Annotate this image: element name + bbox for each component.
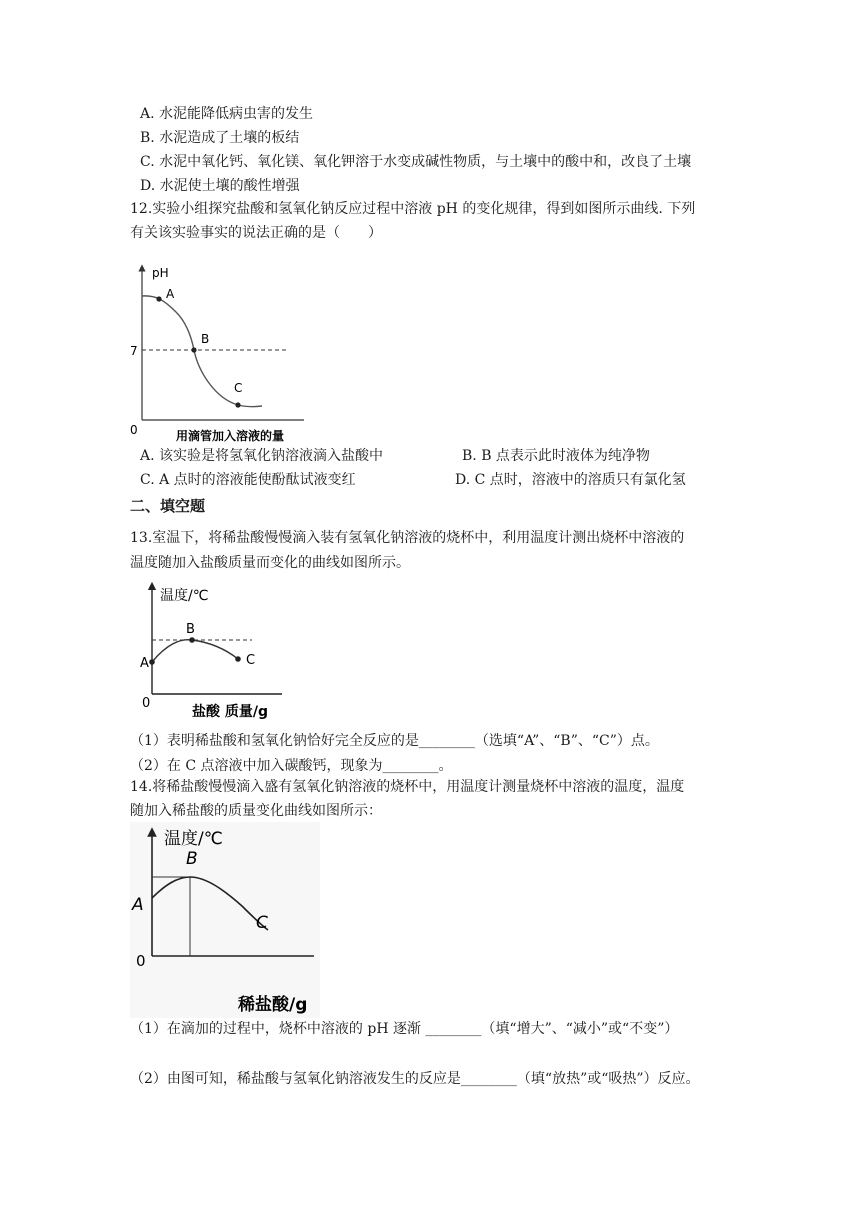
q14-stem-line2: 随加入稀盐酸的质量变化曲线如图所示： — [130, 803, 382, 819]
q12-origin-label: 0 — [130, 423, 138, 437]
q12-y-axis-label: pH — [152, 266, 169, 280]
q11-option-d: D. 水泥使土壤的酸性增强 — [140, 178, 300, 194]
q13-temperature-curve — [152, 640, 238, 662]
q12-stem-line1: 12.实验小组探究盐酸和氢氧化钠反应过程中溶液 pH 的变化规律，得到如图所示曲线. 下列 — [130, 201, 696, 217]
q11-option-c: C. 水泥中氧化钙、氧化镁、氧化钾溶于水变成碱性物质，与土壤中的酸中和，改良了土壤 — [140, 154, 692, 170]
q12-point-b-label: B — [201, 332, 210, 346]
q12-option-d: D. C 点时，溶液中的溶质只有氯化氢 — [455, 472, 686, 488]
q13-point-c-dot — [235, 656, 241, 662]
q13-x-axis-label: 盐酸 质量/g — [192, 704, 269, 720]
q14-origin-label: 0 — [136, 952, 146, 970]
q14-sub-question-2: （2）由图可知，稀盐酸与氢氧化钠溶液发生的反应是________（填“放热”或“吸热”）反应。 — [130, 1071, 700, 1087]
q14-x-axis-label: 稀盐酸/g — [238, 995, 308, 1015]
q12-ph-curve — [142, 296, 262, 407]
q13-point-a-dot — [149, 659, 155, 665]
q12-point-c-dot — [235, 402, 240, 407]
q14-stem-line1: 14.将稀盐酸慢慢滴入盛有氢氧化钠溶液的烧杯中，用温度计测量烧杯中溶液的温度，温度 — [130, 779, 685, 795]
q13-point-c-label: C — [246, 653, 256, 668]
q13-stem-line1: 13.室温下，将稀盐酸慢慢滴入装有氢氧化钠溶液的烧杯中，利用温度计测出烧杯中溶液的 — [130, 530, 685, 546]
q11-option-b: B. 水泥造成了土壤的板结 — [140, 130, 300, 146]
q12-point-b-dot — [191, 347, 196, 352]
q12-option-b: B. B 点表示此时液体为纯净物 — [462, 448, 650, 464]
q13-sub-question-1: （1）表明稀盐酸和氢氧化钠恰好完全反应的是________（选填“A”、“B”、“C”）点。 — [130, 733, 659, 749]
q13-sub-question-2: （2）在 C 点溶液中加入碳酸钙，现象为________。 — [130, 758, 453, 774]
q12-point-a-label: A — [166, 287, 175, 301]
q13-temperature-figure — [136, 580, 286, 725]
q14-temperature-figure — [130, 822, 320, 1018]
q13-stem-line2: 温度随加入盐酸质量而变化的曲线如图所示。 — [130, 555, 410, 571]
q12-ph-figure — [128, 262, 308, 444]
q12-option-c: C. A 点时的溶液能使酚酞试液变红 — [140, 472, 356, 488]
q12-point-c-label: C — [234, 381, 243, 395]
q12-x-axis-label: 用滴管加入溶液的量 — [176, 429, 285, 443]
q12-stem-line2: 有关该实验事实的说法正确的是（ ） — [130, 225, 382, 241]
q13-y-axis-label: 温度/℃ — [160, 588, 209, 604]
q14-point-b-label: B — [186, 849, 198, 869]
q12-point-a-dot — [156, 296, 161, 301]
q13-point-b-label: B — [186, 622, 195, 637]
q12-option-a: A. 该实验是将氢氧化钠溶液滴入盐酸中 — [140, 448, 384, 464]
q14-point-c-label: C — [256, 913, 268, 933]
q14-point-a-label: A — [132, 895, 144, 915]
q13-origin-label: 0 — [142, 696, 151, 711]
q13-point-b-dot — [189, 637, 195, 643]
q14-y-axis-label: 温度/℃ — [164, 829, 223, 849]
q13-point-a-label: A — [140, 656, 149, 671]
q12-ph7-label: 7 — [130, 344, 138, 358]
q11-option-a: A. 水泥能降低病虫害的发生 — [140, 106, 314, 122]
q14-sub-question-1: （1）在滴加的过程中，烧杯中溶液的 pH 逐渐 ________（填“增大”、“减小”或“不变”） — [130, 1021, 679, 1037]
section-title: 二、填空题 — [130, 497, 206, 515]
